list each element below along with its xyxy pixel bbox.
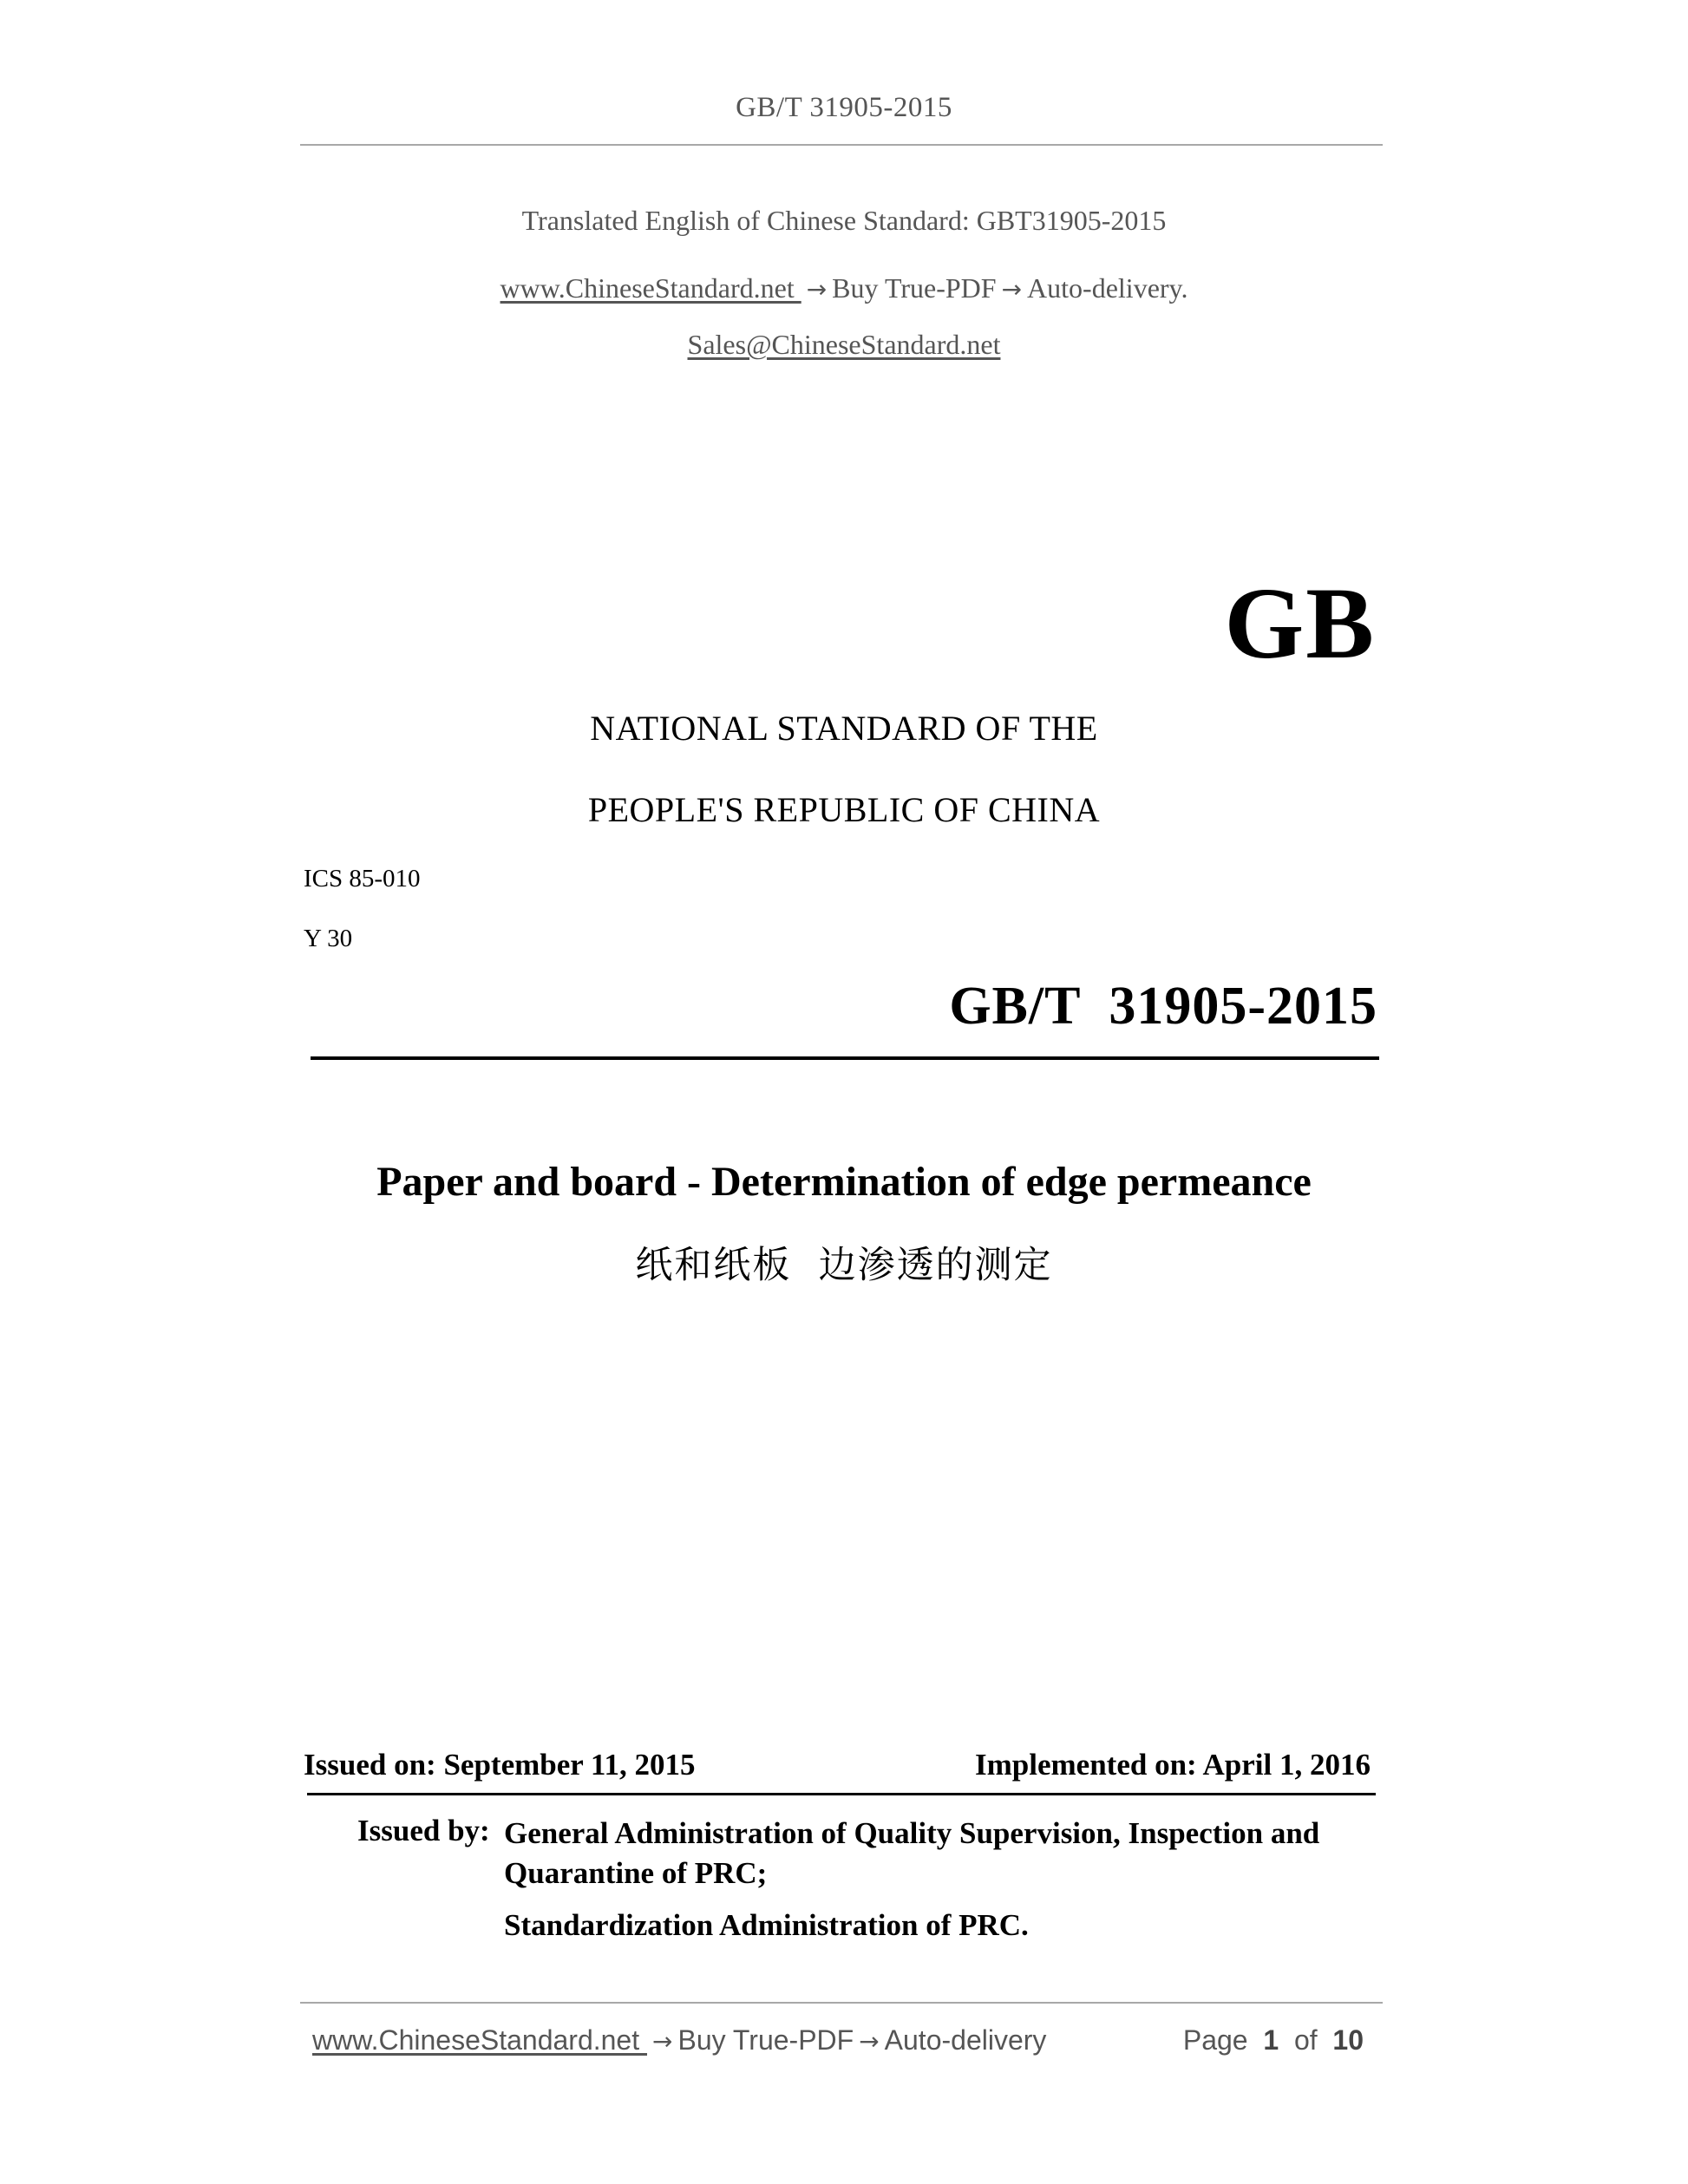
purchase-line	[0, 272, 1688, 304]
page-current: 1	[1263, 2024, 1279, 2056]
page-indicator	[1183, 2024, 1364, 2056]
email-line	[0, 329, 1688, 361]
implemented-on-date: Implemented on: April 1, 2016	[975, 1748, 1371, 1782]
footer-purchase-line	[312, 2024, 1046, 2056]
dates-rule	[307, 1793, 1376, 1795]
issuer-sac: Standardization Administration of PRC.	[504, 1908, 1029, 1942]
footer-site-link[interactable]: www.ChineseStandard.net	[312, 2024, 647, 2056]
buy-pdf-text: Buy True-PDF	[832, 272, 997, 304]
footer-divider	[300, 2002, 1383, 2004]
ics-code: ICS 85-010	[304, 865, 421, 893]
arrow-right-icon: →	[1001, 275, 1023, 304]
running-header: GB/T 31905-2015	[736, 92, 952, 123]
issued-by-label: Issued by:	[357, 1814, 490, 1847]
footer-buy-pdf-text: Buy True-PDF	[677, 2024, 854, 2056]
issuer-aqsiq: General Administration of Quality Supervision, Inspection and Quarantine of PRC;	[504, 1816, 1320, 1890]
auto-delivery-text: Auto-delivery.	[1027, 272, 1188, 304]
page-word: Page	[1182, 2024, 1248, 2056]
standard-number-rule	[311, 1056, 1379, 1060]
sales-email-link[interactable]: Sales@ChineseStandard.net	[687, 329, 1001, 360]
gb-logo: GB	[1224, 566, 1376, 680]
of-word: of	[1293, 2024, 1318, 2056]
title-chinese: 纸和纸板 边渗透的测定	[635, 1244, 1053, 1287]
footer-auto-delivery-text: Auto-delivery	[884, 2024, 1047, 2056]
page-total: 10	[1332, 2024, 1364, 2056]
title-english: Paper and board - Determination of edge permeance	[376, 1159, 1312, 1205]
header-divider	[300, 144, 1383, 146]
national-standard-line-2: PEOPLE'S REPUBLIC OF CHINA	[587, 790, 1101, 829]
translation-notice: Translated English of Chinese Standard: GBT31905-2015	[521, 205, 1167, 236]
arrow-right-icon: →	[806, 275, 828, 304]
site-link[interactable]: www.ChineseStandard.net	[500, 272, 801, 304]
arrow-right-icon: →	[652, 2027, 673, 2056]
ccs-code: Y 30	[304, 925, 353, 952]
issued-on-date: Issued on: September 11, 2015	[304, 1748, 696, 1782]
national-standard-line-1: NATIONAL STANDARD OF THE	[590, 709, 1098, 748]
standard-number: GB/T 31905-2015	[949, 977, 1377, 1036]
arrow-right-icon: →	[859, 2027, 880, 2056]
